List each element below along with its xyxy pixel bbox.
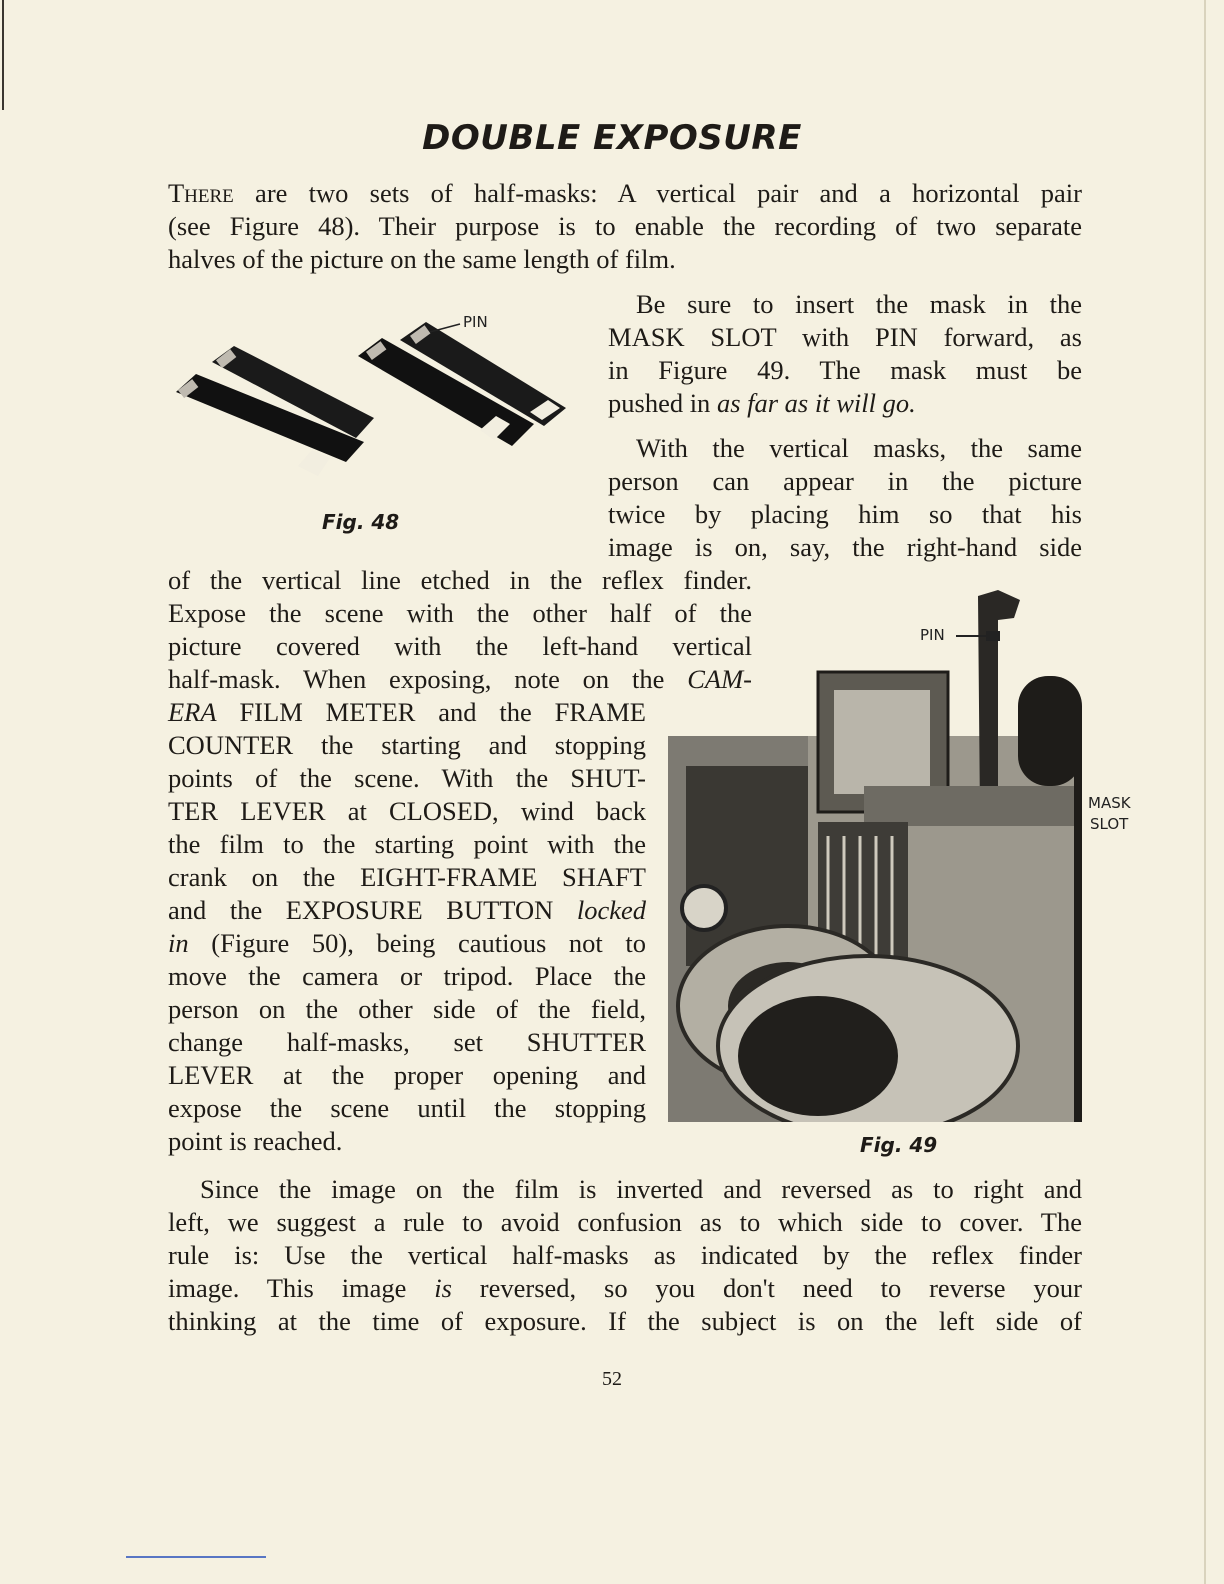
since-line-4-italic: is: [434, 1273, 452, 1303]
fig49-slot-label: SLOT: [1090, 815, 1129, 833]
vertical-line-20: LEVER at the proper opening and: [168, 1060, 646, 1090]
vertical-line-19: change half-masks, set SHUTTER: [168, 1027, 646, 1057]
fig49-camera-photo: [668, 586, 1082, 1122]
fig48-illustration: [168, 300, 568, 500]
since-paragraph: [168, 1173, 1082, 1338]
since-line-5: thinking at the time of exposure. If the subject is on the left side of: [168, 1306, 1082, 1336]
fig49-pin-leader: [956, 628, 1002, 644]
since-line-3: rule is: Use the vertical half-masks as indicated by the reflex finder: [168, 1240, 1082, 1270]
vertical-line-16: [168, 927, 646, 960]
bottom-rule: [126, 1556, 266, 1558]
since-line-1: Since the image on the film is inverted and reversed as to right and: [200, 1174, 1082, 1204]
vertical-line-5: of the vertical line etched in the reflex finder.: [168, 565, 752, 595]
vertical-line-1: With the vertical masks, the same: [636, 433, 1082, 463]
since-line-4-text: image. This image: [168, 1273, 435, 1303]
vertical-line-9: [168, 696, 646, 729]
intro-lead-word: There: [168, 178, 234, 208]
vertical-paragraph-narrow: [168, 696, 646, 1158]
insert-line-2: MASK SLOT with PIN forward, as: [608, 322, 1082, 352]
vertical-line-16-text: (Figure 50), being cautious not to: [188, 928, 646, 958]
vertical-line-8-italic: CAM-: [687, 664, 752, 694]
finder-window: [834, 690, 930, 794]
fig48-caption: Fig. 48: [322, 510, 400, 534]
vertical-mask-pair: [358, 322, 566, 446]
intro-line-3: halves of the picture on the same length of film.: [168, 244, 676, 274]
page-edge-left: [2, 0, 4, 110]
vertical-line-8: [168, 663, 752, 696]
vertical-line-18: person on the other side of the field,: [168, 994, 646, 1024]
insert-line-3: in Figure 49. The mask must be: [608, 355, 1082, 385]
since-line-4-rest: reversed, so you don't need to reverse your: [451, 1273, 1082, 1303]
vertical-line-9-text: FILM METER and the FRAME: [216, 697, 646, 727]
vertical-line-16-italic: in: [168, 928, 189, 958]
vertical-line-4: image is on, say, the right-hand side: [608, 532, 1082, 562]
insert-line-4-italic: as far as it will go.: [716, 388, 916, 418]
vertical-line-21: expose the scene until the stopping: [168, 1093, 646, 1123]
vertical-line-9-italic: ERA: [168, 697, 217, 727]
horizontal-mask-pair: [176, 346, 374, 476]
intro-line-1: [168, 177, 1082, 210]
vertical-line-3: twice by placing him so that his: [608, 499, 1082, 529]
vertical-line-7: picture covered with the left-hand vertical: [168, 631, 752, 661]
camera-knob: [1018, 676, 1082, 786]
vertical-paragraph-mid: [168, 564, 752, 696]
vertical-line-17: move the camera or tripod. Place the: [168, 961, 646, 991]
fig49-pin-label: PIN: [920, 626, 945, 644]
insert-line-4: [608, 387, 1082, 420]
page-edge: [1204, 0, 1206, 1584]
since-line-4: [168, 1272, 1082, 1305]
side-dial: [682, 886, 726, 930]
intro-paragraph: [168, 177, 1082, 276]
mask-slot: [864, 786, 1074, 826]
intro-line-2: (see Figure 48). Their purpose is to enable the recording of two separate: [168, 211, 1082, 241]
vertical-line-15-text: and the EXPOSURE BUTTON: [168, 895, 577, 925]
vertical-line-8-text: half-mask. When exposing, note on the: [168, 664, 688, 694]
insert-line-4-text: pushed in: [608, 388, 717, 418]
vertical-line-2: person can appear in the picture: [608, 466, 1082, 496]
vertical-line-12: TER LEVER at CLOSED, wind back: [168, 796, 646, 826]
vertical-line-22: point is reached.: [168, 1126, 343, 1156]
lens-glass-front: [738, 996, 898, 1116]
fig48-pin-label: PIN: [463, 313, 488, 331]
vertical-line-14: crank on the EIGHT-FRAME SHAFT: [168, 862, 646, 892]
vertical-paragraph-start: [608, 432, 1082, 564]
fig49-mask-label: MASK: [1088, 794, 1131, 812]
insert-line-1: Be sure to insert the mask in the: [636, 289, 1082, 319]
page-number: 52: [602, 1368, 622, 1390]
vertical-line-15-italic: locked: [576, 895, 646, 925]
vertical-line-13: the film to the starting point with the: [168, 829, 646, 859]
fig49-caption: Fig. 49: [860, 1133, 938, 1157]
since-line-2: left, we suggest a rule to avoid confusion as to which side to cover. The: [168, 1207, 1082, 1237]
vertical-line-15: [168, 894, 646, 927]
vertical-line-6: Expose the scene with the other half of the: [168, 598, 752, 628]
insert-paragraph: [608, 288, 1082, 420]
vertical-line-10: COUNTER the starting and stopping: [168, 730, 646, 760]
vertical-line-11: points of the scene. With the SHUT-: [168, 763, 646, 793]
page-title: DOUBLE EXPOSURE: [422, 118, 802, 158]
intro-line-1-text: are two sets of half-masks: A vertical pair and a horizontal pair: [233, 178, 1082, 208]
